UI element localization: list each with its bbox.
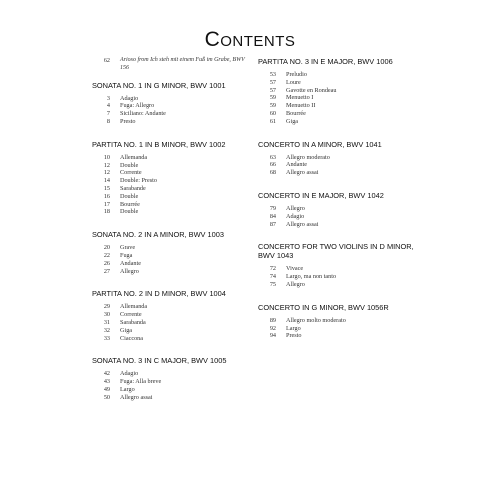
toc-entry (92, 193, 247, 201)
entry-page-number: 66 (269, 161, 276, 169)
entry-title: Gavotte en Rondeau (286, 86, 337, 94)
entry-title: Grave (120, 244, 136, 252)
toc-entry (92, 95, 247, 103)
entry-page-number: 43 (103, 378, 110, 386)
toc-section (92, 289, 247, 342)
entry-title: Allegro assai (286, 220, 319, 228)
toc-entry (258, 102, 418, 110)
entry-title: Double (120, 161, 139, 169)
toc-entry (92, 335, 247, 343)
entry-title: Allegro molto moderato (286, 316, 346, 324)
entry-page-number: 33 (103, 334, 110, 342)
toc-entry (92, 201, 247, 209)
section-title: PARTITA NO. 3 IN E MAJOR, BWV 1006 (258, 57, 393, 66)
toc-entry (92, 378, 247, 386)
entry-page-number: 32 (103, 326, 110, 334)
entry-page-number: 59 (269, 94, 276, 102)
entry-title: Largo, ma non tanto (286, 273, 337, 281)
entry-title: Double (120, 208, 139, 216)
entry-page-number: 94 (269, 332, 276, 340)
toc-entry (258, 118, 418, 126)
toc-entry (258, 281, 418, 289)
toc-entry (258, 213, 418, 221)
entry-title: Siciliano: Andante (120, 110, 166, 118)
toc-section (258, 191, 418, 228)
section-title: SONATA NO. 1 IN G MINOR, BWV 1001 (92, 80, 226, 90)
entry-title: Menuetto I (286, 94, 314, 102)
entry-page-number: 87 (269, 220, 276, 228)
entry-page-number: 72 (269, 265, 276, 273)
entry-page-number: 63 (269, 153, 276, 161)
entry-page-number: 15 (103, 184, 110, 192)
toc-section (258, 140, 418, 177)
entry-title: Presto (120, 117, 136, 125)
entry-title: Fuga (120, 251, 133, 259)
toc-entry (92, 260, 247, 268)
section-title: SONATA NO. 2 IN A MINOR, BWV 1003 (92, 230, 224, 240)
toc-entry (92, 303, 247, 311)
toc-entry (258, 317, 418, 325)
entry-title: Giga (120, 326, 133, 334)
entry-page-number: 14 (103, 177, 110, 185)
entry-page-number: 57 (269, 86, 276, 94)
toc-entry (92, 57, 247, 73)
toc-section (258, 242, 418, 288)
toc-section (92, 356, 247, 401)
entry-title: Adagio (286, 212, 305, 220)
entry-title: Largo (120, 385, 135, 393)
entry-title: Sarabande (120, 184, 146, 192)
section-title: PARTITA NO. 1 IN B MINOR, BWV 1002 (92, 139, 226, 149)
toc-entry (92, 268, 247, 276)
entry-page-number: 57 (269, 78, 276, 86)
entry-title: Menuetto II (286, 102, 316, 110)
toc-entry (92, 154, 247, 162)
toc-entry (92, 169, 247, 177)
entry-page-number: 79 (269, 204, 276, 212)
toc-entry (92, 370, 247, 378)
entry-page-number: 84 (269, 212, 276, 220)
entry-page-number: 10 (103, 153, 110, 161)
entry-title: Vivace (286, 265, 304, 273)
intro-entry (92, 57, 247, 73)
entry-page-number: 3 (106, 94, 110, 102)
left-sections (92, 81, 247, 402)
toc-entry (92, 102, 247, 110)
entry-title: Double: Presto (120, 177, 157, 185)
entry-title: Allegro assai (286, 169, 319, 177)
entry-page-number: 42 (103, 370, 110, 378)
toc-entry (92, 110, 247, 118)
toc-section (92, 230, 247, 275)
entry-page-number: 53 (269, 71, 276, 78)
toc-entry (92, 394, 247, 402)
entry-title: Adagio (120, 370, 139, 378)
toc-left-column (92, 57, 247, 416)
entry-page-number: 4 (106, 102, 110, 110)
entry-page-number: 12 (103, 161, 110, 169)
entry-title: Double (120, 192, 139, 200)
toc-entry (92, 311, 247, 319)
entry-page-number: 8 (106, 117, 110, 125)
toc-entry (92, 319, 247, 327)
toc-entry (92, 252, 247, 260)
entry-title: Preludio (286, 71, 307, 78)
toc-entry (258, 94, 418, 102)
entry-title: Allemanda (120, 153, 148, 161)
toc-section (258, 57, 418, 126)
entry-title: Giga (286, 117, 299, 125)
toc-entry (258, 169, 418, 177)
entry-title: Allegro (286, 280, 305, 288)
entry-page-number: 68 (269, 169, 276, 177)
entry-title: Bourrée (286, 109, 306, 117)
entry-title: Corrente (120, 311, 142, 319)
toc-entry (92, 208, 247, 216)
entry-page-number: 74 (269, 273, 276, 281)
entry-title: Allemanda (120, 303, 148, 311)
entry-page-number: 26 (103, 259, 110, 267)
entry-page-number: 75 (269, 280, 276, 288)
entry-title: Sarabanda (120, 318, 146, 326)
toc-entry (258, 154, 418, 162)
entry-page-number: 31 (103, 318, 110, 326)
toc-entry (258, 87, 418, 95)
toc-section (92, 81, 247, 126)
entry-page-number: 7 (106, 110, 110, 118)
toc-entry (258, 265, 418, 273)
entry-page-number: 60 (269, 109, 276, 117)
entry-page-number: 22 (103, 251, 110, 259)
entry-page-number: 30 (103, 311, 110, 319)
entry-page-number: 27 (103, 267, 110, 275)
entry-page-number: 18 (103, 208, 110, 216)
toc-entry (258, 110, 418, 118)
toc-entry (258, 273, 418, 281)
toc-entry (92, 185, 247, 193)
toc-entry (258, 205, 418, 213)
entry-page-number: 16 (103, 192, 110, 200)
toc-entry (258, 221, 418, 229)
entry-page-number: 61 (269, 117, 276, 125)
toc-section (258, 303, 418, 340)
entry-title: Bourrée (120, 200, 140, 208)
right-sections (258, 57, 418, 340)
section-title: CONCERTO IN E MAJOR, BWV 1042 (258, 190, 384, 200)
entry-title: Fuga: Allegro (120, 102, 155, 110)
section-title: CONCERTO IN G MINOR, BWV 1056R (258, 302, 389, 312)
toc-section (92, 140, 247, 216)
entry-title: Adagio (120, 94, 139, 102)
section-title: CONCERTO FOR TWO VIOLINS IN D MINOR, BWV 1043 (258, 242, 414, 261)
entry-page-number: 59 (269, 102, 276, 110)
entry-title: Andante (120, 259, 141, 267)
entry-page-number: 89 (269, 316, 276, 324)
entry-title: Allegro (286, 204, 305, 212)
toc-entry (258, 325, 418, 333)
entry-page-number: 20 (103, 244, 110, 252)
toc-entry (258, 71, 418, 79)
toc-entry (258, 332, 418, 340)
entry-title: Ciaccona (120, 334, 144, 342)
entry-title: Allegro moderato (286, 153, 330, 161)
entry-page-number: 50 (103, 393, 110, 401)
entry-page-number: 17 (103, 200, 110, 208)
section-title: PARTITA NO. 2 IN D MINOR, BWV 1004 (92, 289, 226, 299)
entry-title: Andante (286, 161, 307, 169)
entry-page-number: 49 (103, 385, 110, 393)
entry-page-number: 29 (103, 303, 110, 311)
entry-title: Corrente (120, 169, 142, 177)
toc-entry (92, 118, 247, 126)
toc-entry (258, 161, 418, 169)
entry-title: Largo (286, 324, 301, 332)
entry-title: Allegro (120, 267, 139, 275)
section-title: CONCERTO IN A MINOR, BWV 1041 (258, 139, 382, 149)
section-title: SONATA NO. 3 IN C MAJOR, BWV 1005 (92, 356, 227, 366)
entry-page-number: 12 (103, 169, 110, 177)
toc-entry (92, 162, 247, 170)
page-title: Contents (204, 28, 296, 51)
entry-title: Allegro assai (120, 393, 153, 401)
toc-right-column (258, 57, 418, 354)
entry-title: Arioso from Ich steh mit einem Fuß im Grabe, BWV 156 (120, 57, 245, 71)
toc-entry (92, 386, 247, 394)
toc-entry (92, 244, 247, 252)
toc-entry (92, 327, 247, 335)
entry-page-number: 62 (103, 57, 110, 64)
entry-title: Loure (286, 78, 301, 86)
entry-title: Fuga: Alla breve (120, 378, 162, 386)
toc-entry (92, 177, 247, 185)
entry-page-number: 92 (269, 324, 276, 332)
entry-title: Presto (286, 332, 302, 340)
toc-entry (258, 79, 418, 87)
